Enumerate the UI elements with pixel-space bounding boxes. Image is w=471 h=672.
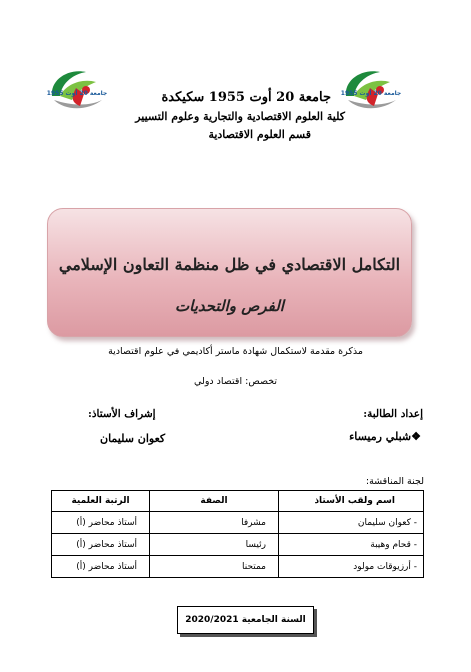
university-logo-left-graphic [46,66,108,114]
committee-table [51,490,424,578]
memo-description: مذكرة مقدمة لاستكمال شهادة ماستر أكاديمي في علوم اقتصادية [108,346,363,357]
supervisor-label: إشراف الأستاذ: [88,408,156,420]
committee-table-header [52,491,424,512]
student-name: ❖شبلي رميساء [349,430,421,443]
university-logo-left [46,66,108,114]
header-name: اسم ولقب الأستاذ [279,491,424,512]
university-name: جامعة 20 أوت 1955 سكيكدة [161,90,331,105]
member-role: رئيسا [150,534,279,556]
thesis-title: التكامل الاقتصادي في ظل منظمة التعاون الإسلامي [58,255,401,274]
specialization: تخصص: اقتصاد دولي [194,376,277,387]
svg-text:جامعة 20 أوت 1955: جامعة 20 أوت 1955 [340,90,402,97]
member-name: - أرزيوقات مولود [279,556,424,578]
table-row [52,556,424,578]
member-name: - قحام وهيبة [279,534,424,556]
table-row [52,512,424,534]
header-rank: الرتبة العلمية [52,491,150,512]
table-row [52,534,424,556]
faculty-name: كلية العلوم الاقتصادية والتجارية وعلوم التسيير [135,110,345,123]
title-box [47,208,412,337]
university-logo-right [340,66,402,114]
committee-label: لجنة المناقشة: [365,476,424,487]
header-role: الصفة [150,491,279,512]
member-rank: أستاذ محاضر (أ) [52,534,150,556]
svg-text:جامعة 20 أوت 1955: جامعة 20 أوت 1955 [46,90,108,97]
supervisor-name: كعوان سليمان [100,432,166,445]
prepared-by-label: إعداد الطالبة: [363,408,423,420]
member-rank: أستاذ محاضر (أ) [52,512,150,534]
member-rank: أستاذ محاضر (أ) [52,556,150,578]
university-logo-right-graphic [340,66,402,114]
academic-year: السنة الجامعية 2020/2021 [177,606,314,634]
member-name: - كعوان سليمان [279,512,424,534]
department-name: قسم العلوم الاقتصادية [208,128,311,141]
member-role: مشرفا [150,512,279,534]
thesis-subtitle: الفرص والتحديات [175,297,284,315]
member-role: ممتحنا [150,556,279,578]
